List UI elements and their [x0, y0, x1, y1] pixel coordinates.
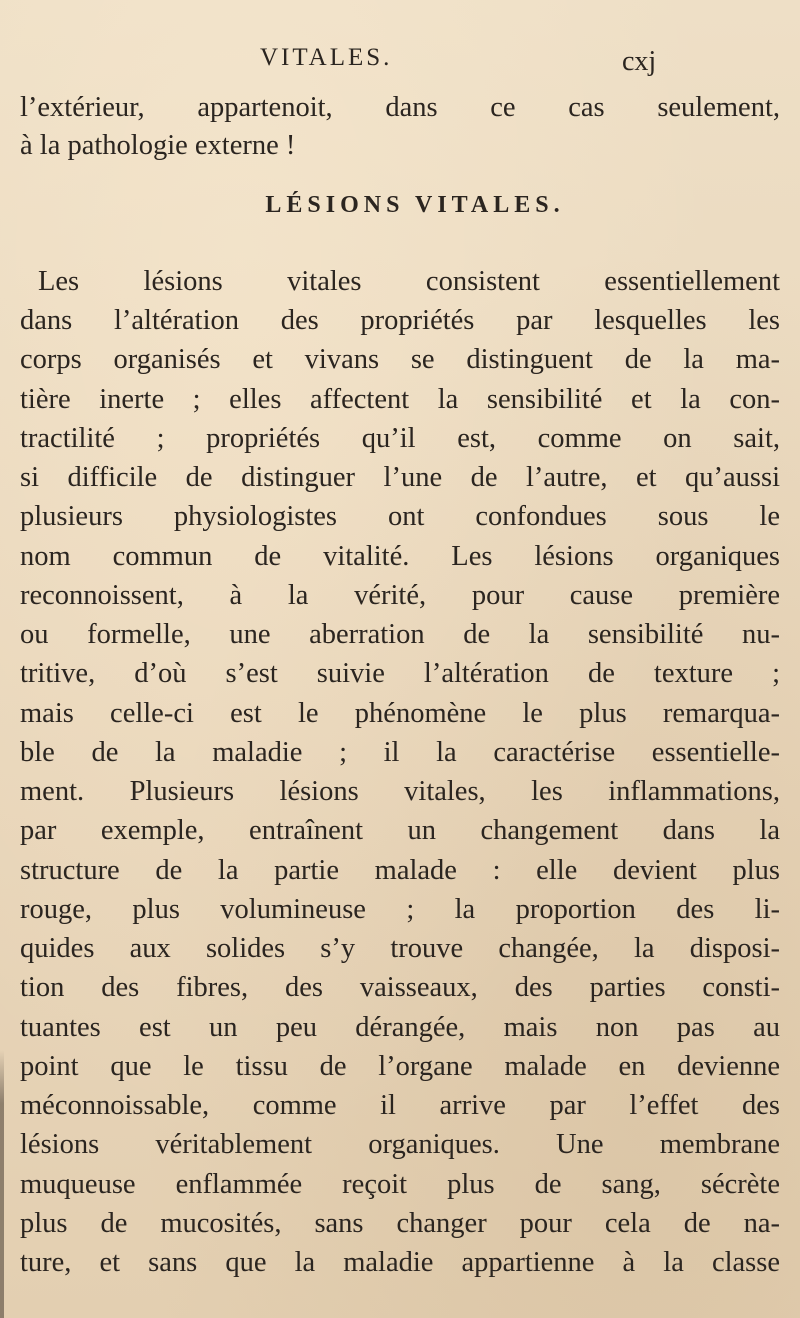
intro-line: l’extérieur, appartenoit, dans ce cas seulement, [20, 92, 780, 123]
paragraph-line: tion des fibres, des vaisseaux, des parties consti- [20, 972, 780, 1003]
paragraph-line: si difficile de distinguer l’une de l’autre, et qu’aussi [20, 462, 780, 493]
paragraph-line: tuantes est un peu dérangée, mais non pas au [20, 1012, 780, 1043]
section-heading: LÉSIONS VITALES. [265, 192, 565, 218]
paragraph-line: tière inerte ; elles affectent la sensibilité et la con- [20, 384, 780, 415]
intro-line: à la pathologie externe ! [20, 130, 296, 161]
paragraph-line: ou formelle, une aberration de la sensibilité nu- [20, 619, 780, 650]
paragraph-line: ment. Plusieurs lésions vitales, les inflammations, [20, 776, 780, 807]
paragraph-line: corps organisés et vivans se distinguent de la ma- [20, 344, 780, 375]
paragraph-line: reconnoissent, à la vérité, pour cause première [20, 580, 780, 611]
paragraph-line: mais celle-ci est le phénomène le plus remarqua- [20, 698, 780, 729]
paragraph-line: quides aux solides s’y trouve changée, la disposi- [20, 933, 780, 964]
paragraph-line: tractilité ; propriétés qu’il est, comme on sait, [20, 423, 780, 454]
paragraph-line: ture, et sans que la maladie appartienne à la classe [20, 1247, 780, 1278]
running-head: VITALES. [260, 44, 393, 71]
paragraph-line: plusieurs physiologistes ont confondues sous le [20, 501, 780, 532]
paragraph-line: ble de la maladie ; il la caractérise essentielle- [20, 737, 780, 768]
paragraph-line: rouge, plus volumineuse ; la proportion des li- [20, 894, 780, 925]
paragraph-line: Les lésions vitales consistent essentiellement [38, 266, 780, 297]
paragraph-line: muqueuse enflammée reçoit plus de sang, sécrète [20, 1169, 780, 1200]
paragraph-line: point que le tissu de l’organe malade en devienne [20, 1051, 780, 1082]
paragraph-line: plus de mucosités, sans changer pour cela de na- [20, 1208, 780, 1239]
paragraph-line: tritive, d’où s’est suivie l’altération de texture ; [20, 658, 780, 689]
paragraph-line: lésions véritablement organiques. Une membrane [20, 1129, 780, 1160]
page-edge-shadow [0, 1050, 4, 1318]
paragraph-line: structure de la partie malade : elle devient plus [20, 855, 780, 886]
paragraph-line: dans l’altération des propriétés par lesquelles les [20, 305, 780, 336]
paragraph-line: nom commun de vitalité. Les lésions organiques [20, 541, 780, 572]
paragraph-line: méconnoissable, comme il arrive par l’effet des [20, 1090, 780, 1121]
page-number: cxj [622, 46, 657, 77]
paragraph-line: par exemple, entraînent un changement dans la [20, 815, 780, 846]
